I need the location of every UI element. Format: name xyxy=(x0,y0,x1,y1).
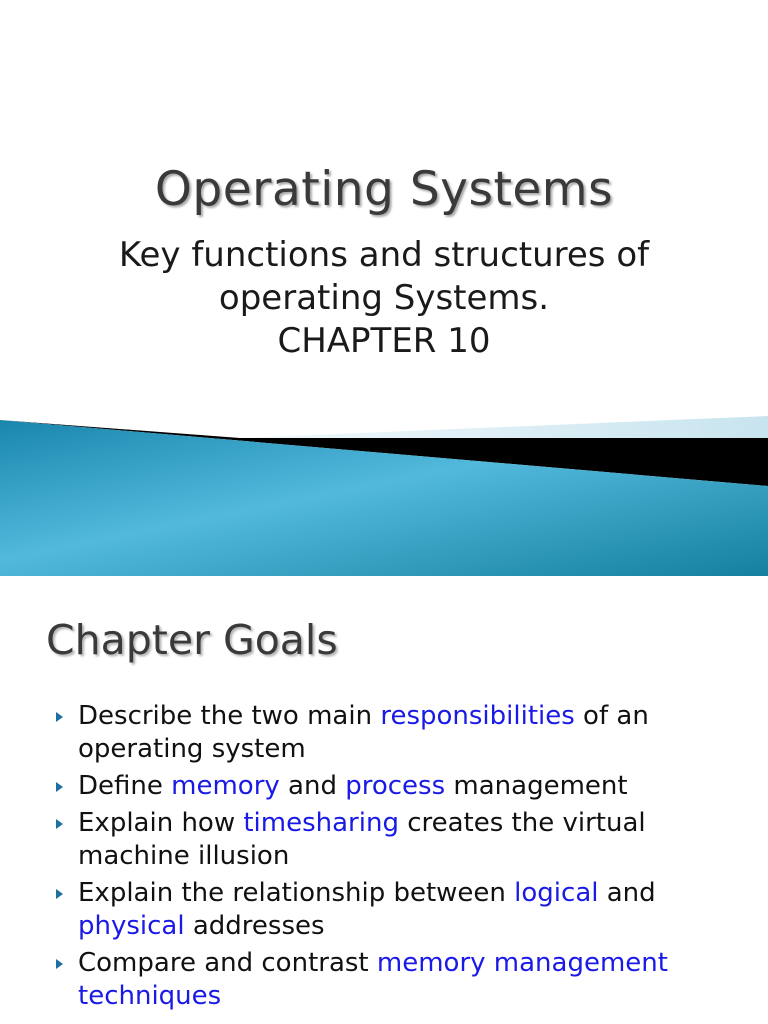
list-item xyxy=(56,700,756,766)
slide-title: Chapter Goals xyxy=(46,616,338,664)
triangle-right-icon xyxy=(56,782,63,792)
bullet-text: management xyxy=(445,771,628,801)
triangle-right-icon xyxy=(56,819,63,829)
goals-list xyxy=(56,700,756,1017)
bullet-text: and xyxy=(598,878,656,908)
list-item xyxy=(56,877,756,943)
slide-title: Operating Systems xyxy=(154,162,614,217)
keyword: memory management techniques xyxy=(78,948,668,1011)
list-item xyxy=(56,947,756,1013)
keyword: physical xyxy=(78,911,185,941)
bullet-text: Describe the two main xyxy=(78,701,381,731)
content-slide xyxy=(0,588,768,1024)
triangle-right-icon xyxy=(56,889,63,899)
bullet-text: Explain how xyxy=(78,808,244,838)
bullet-text: and xyxy=(279,771,346,801)
list-item xyxy=(56,770,756,803)
bullet-text: of an operating system xyxy=(78,701,649,764)
slide-subtitle xyxy=(0,234,768,363)
keyword: timesharing xyxy=(243,808,399,838)
keyword: logical xyxy=(514,878,599,908)
list-item xyxy=(56,807,756,873)
keyword: memory xyxy=(171,771,280,801)
bullet-text: Compare and contrast xyxy=(78,948,377,978)
bullet-text: creates the virtual machine illusion xyxy=(78,808,646,871)
bullet-text: addresses xyxy=(184,911,325,941)
keyword: responsibilities xyxy=(380,701,575,731)
bullet-text: Explain the relationship between xyxy=(78,878,515,908)
keyword: process xyxy=(345,771,446,801)
subtitle-line: operating Systems. xyxy=(218,278,550,318)
decorative-wave-band xyxy=(0,410,768,576)
subtitle-line: CHAPTER 10 xyxy=(277,321,491,361)
band-light-stripe xyxy=(240,416,768,438)
triangle-right-icon xyxy=(56,959,63,969)
subtitle-line: Key functions and structures of xyxy=(118,235,650,275)
triangle-right-icon xyxy=(56,712,63,722)
bullet-text: Define xyxy=(78,771,172,801)
